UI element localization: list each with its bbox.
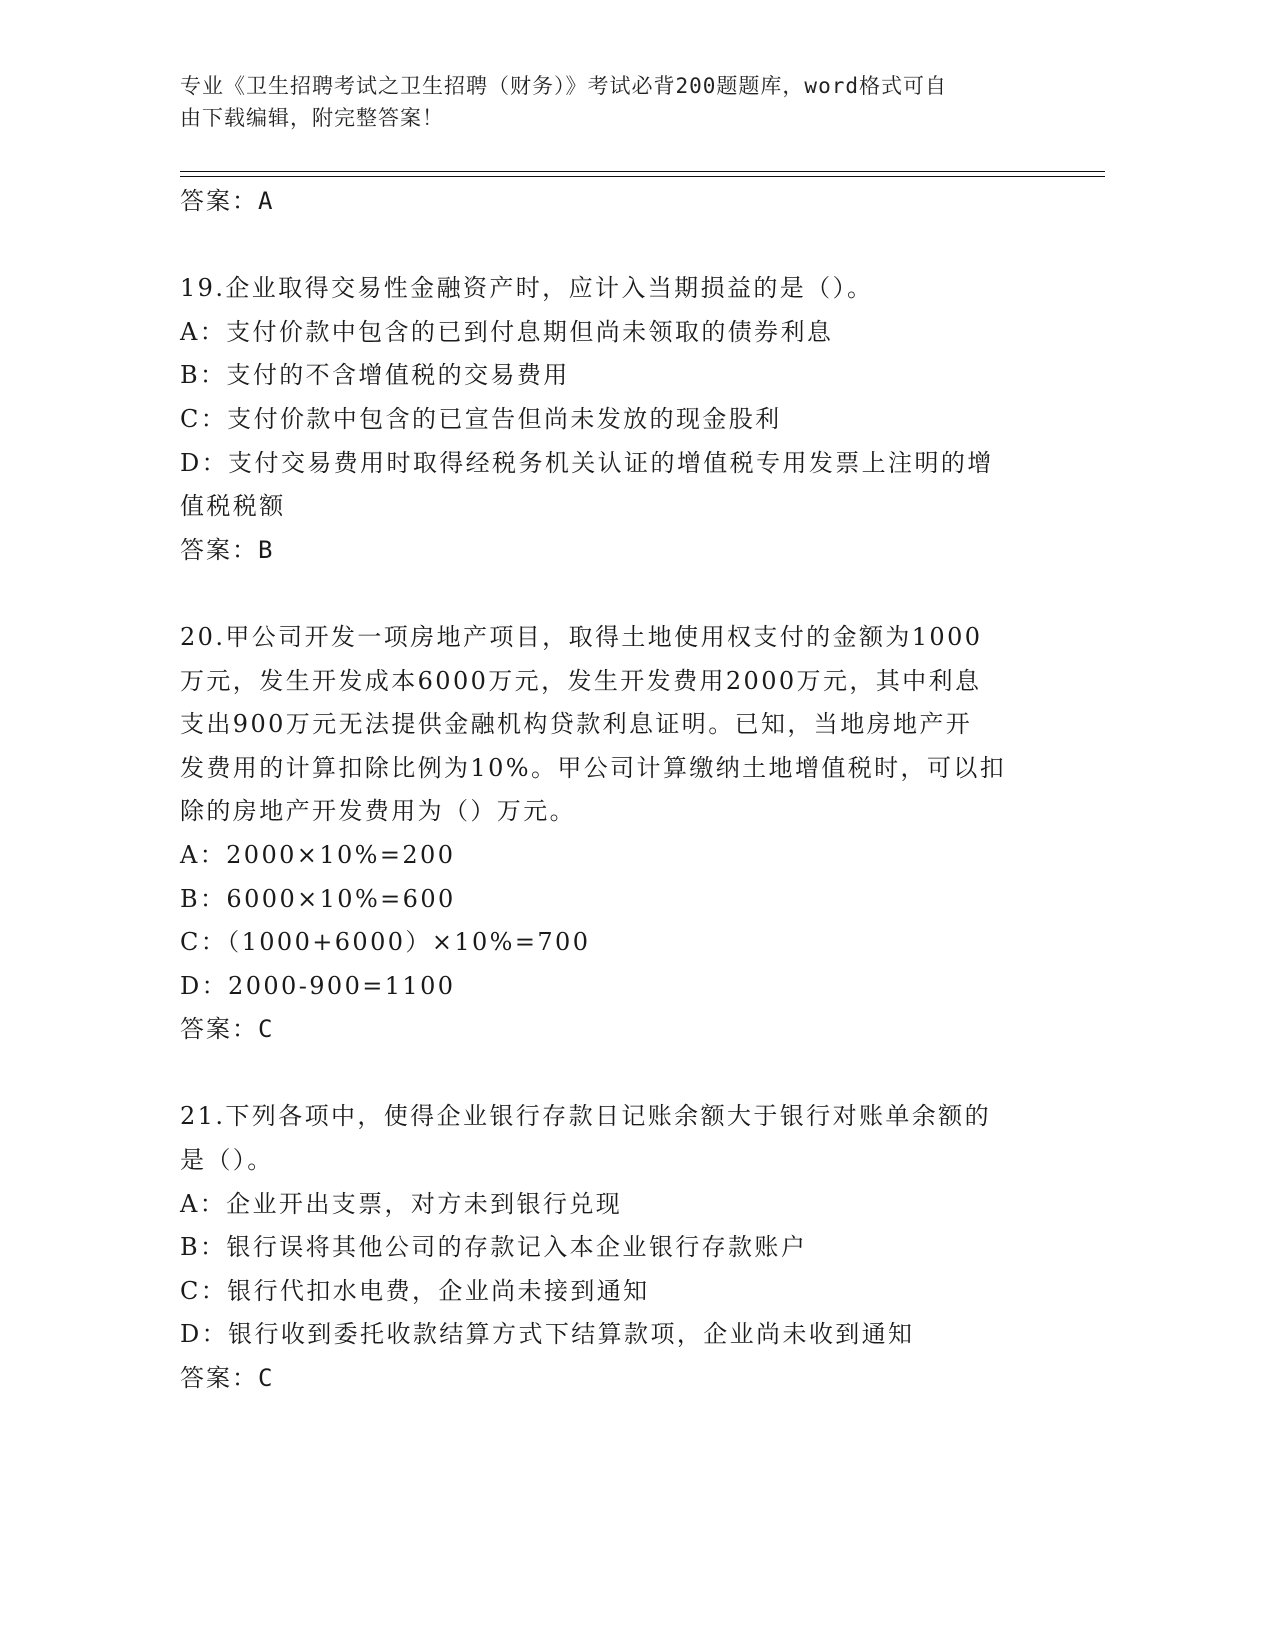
- option-b: B：6000×10%=600: [180, 884, 456, 913]
- question-stem-continued: 支出900万元无法提供金融机构贷款利息证明。已知，当地房地产开: [180, 710, 973, 739]
- header-title-line-2: 由下载编辑，附完整答案！: [180, 106, 444, 130]
- question-stem: 19.企业取得交易性金融资产时，应计入当期损益的是（）。: [180, 274, 874, 303]
- question-21: [180, 1095, 1080, 1400]
- question-stem: 20.甲公司开发一项房地产项目，取得土地使用权支付的金额为1000: [180, 622, 983, 651]
- answer: 答案：B: [180, 535, 275, 564]
- answer: 答案：C: [180, 1364, 275, 1393]
- question-stem: 21.下列各项中，使得企业银行存款日记账余额大于银行对账单余额的: [180, 1102, 991, 1131]
- spacer: [180, 224, 1080, 268]
- option-a: A：2000×10%=200: [180, 840, 456, 869]
- question-stem-continued: 是（）。: [180, 1146, 274, 1175]
- header-title-line-1: 专业《卫生招聘考试之卫生招聘（财务）》考试必背200题题库，word格式可自: [180, 74, 947, 98]
- option-b: B：银行误将其他公司的存款记入本企业银行存款账户: [180, 1233, 808, 1262]
- question-stem-continued: 万元，发生开发成本6000万元，发生开发费用2000万元，其中利息: [180, 666, 982, 695]
- spacer: [180, 572, 1080, 616]
- spacer: [180, 1052, 1080, 1096]
- question-list: [180, 180, 1080, 1401]
- header-divider-bottom: [180, 176, 1105, 177]
- option-a: A：支付价款中包含的已到付息期但尚未领取的债券利息: [180, 317, 834, 346]
- option-c: C：支付价款中包含的已宣告但尚未发放的现金股利: [180, 404, 782, 433]
- document-header: [180, 70, 1060, 134]
- answer: 答案：C: [180, 1015, 275, 1044]
- header-divider-top: [180, 171, 1105, 172]
- question-stem-continued: 发费用的计算扣除比例为10%。甲公司计算缴纳土地增值税时，可以扣: [180, 753, 1007, 782]
- option-d: D：2000-900=1100: [180, 971, 456, 1000]
- option-d: D：支付交易费用时取得经税务机关认证的增值税专用发票上注明的增: [180, 448, 994, 477]
- option-d-continued: 值税税额: [180, 492, 286, 521]
- question-19: [180, 267, 1080, 572]
- question-20: [180, 616, 1080, 1052]
- previous-answer: 答案：A: [180, 187, 275, 215]
- option-c: C：银行代扣水电费，企业尚未接到通知: [180, 1276, 650, 1305]
- option-c: C：（1000+6000）×10%=700: [180, 928, 591, 957]
- question-stem-continued: 除的房地产开发费用为（）万元。: [180, 797, 576, 826]
- option-a: A：企业开出支票，对方未到银行兑现: [180, 1189, 623, 1218]
- option-b: B：支付的不含增值税的交易费用: [180, 361, 570, 390]
- option-d: D：银行收到委托收款结算方式下结算款项，企业尚未收到通知: [180, 1320, 915, 1349]
